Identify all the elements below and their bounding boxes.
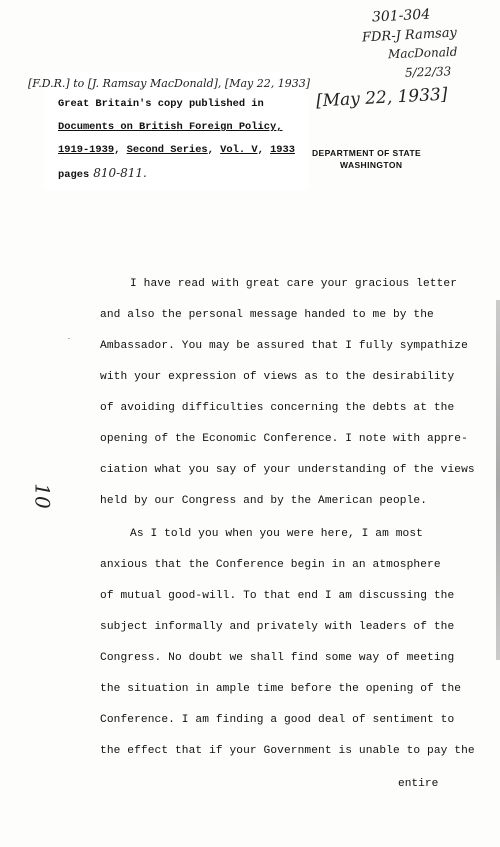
body-line: with your expression of views as to the desirability xyxy=(100,371,455,383)
ink-dot: . xyxy=(68,332,70,341)
body-line: subject informally and privately with leaders of the xyxy=(100,621,455,633)
header-note-publication: Documents on British Foreign Policy, xyxy=(58,121,283,133)
archive-note-names: FDR-J Ramsay xyxy=(361,25,458,46)
body-line: and also the personal message handed to me by the xyxy=(100,309,434,321)
header-note-pages: pages 810-811. xyxy=(58,166,147,181)
body-line: anxious that the Conference begin in an atmosphere xyxy=(100,559,441,571)
letterhead-department: DEPARTMENT OF STATE xyxy=(312,148,422,158)
archive-note-name2: MacDonald xyxy=(387,44,458,62)
body-line: Congress. No doubt we shall find some way of meeting xyxy=(100,652,455,664)
body-line: I have read with great care your gracious letter xyxy=(130,278,458,290)
archive-note-range: 301-304 xyxy=(371,6,431,26)
body-line: of mutual good-will. To that end I am discussing the xyxy=(100,590,455,602)
archive-note-date: 5/22/33 xyxy=(404,64,452,80)
letterhead-city: WASHINGTON xyxy=(340,160,403,170)
body-line: of avoiding difficulties concerning the debts at the xyxy=(100,402,455,414)
header-note-line1: Great Britain's copy published in xyxy=(58,98,264,110)
header-note-series: 1919-1939, Second Series, Vol. V, 1933 xyxy=(58,144,296,156)
scan-edge-shadow xyxy=(496,300,500,660)
catchword: entire xyxy=(398,778,439,790)
body-line: ciation what you say of your understanding of the views xyxy=(100,464,475,476)
body-line: the effect that if your Government is unable to pay the xyxy=(100,745,475,757)
body-line: held by our Congress and by the American people. xyxy=(100,495,428,507)
body-line: Ambassador. You may be assured that I fully sympathize xyxy=(100,340,468,352)
margin-mark: 10 xyxy=(30,483,55,509)
handwritten-date: [May 22, 1933] xyxy=(315,84,448,112)
body-line: the situation in ample time before the opening of the xyxy=(100,683,462,695)
body-line: opening of the Economic Conference. I note with appre- xyxy=(100,433,468,445)
body-line: Conference. I am finding a good deal of sentiment to xyxy=(100,714,455,726)
header-note-title: [F.D.R.] to [J. Ramsay MacDonald], [May 22, 1933] xyxy=(28,77,311,90)
body-line: As I told you when you were here, I am most xyxy=(130,528,423,540)
